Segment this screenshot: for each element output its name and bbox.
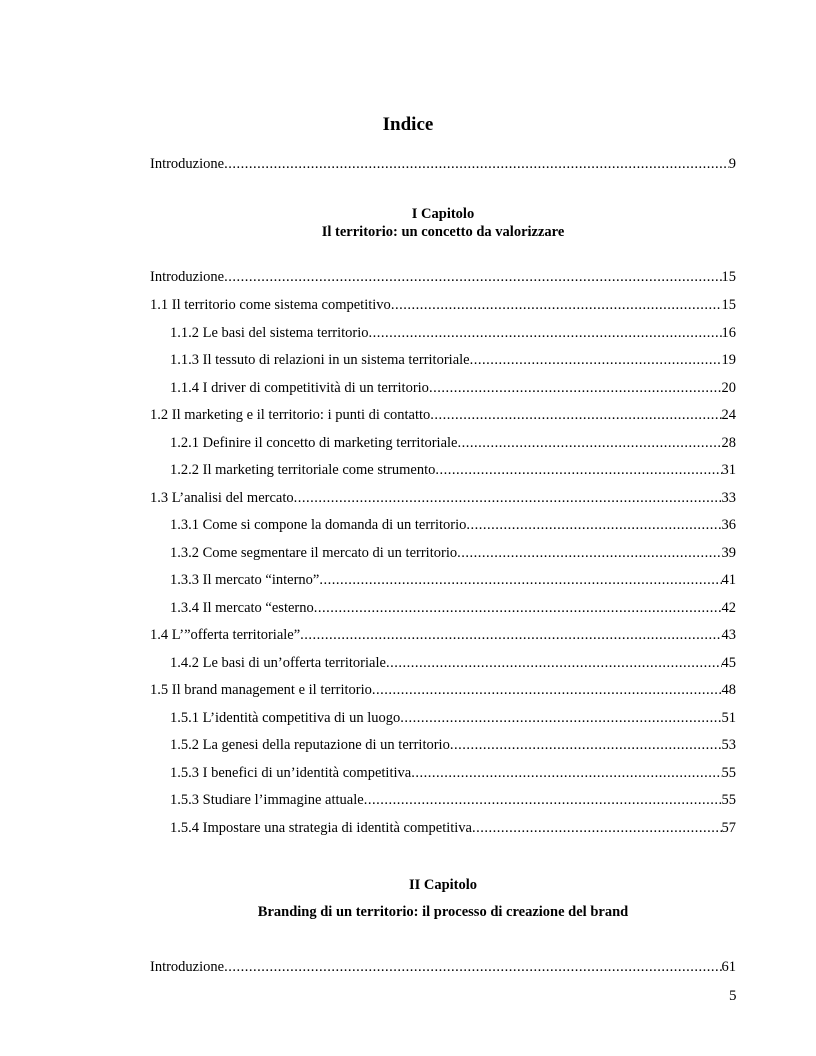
toc-entry[interactable] [170, 737, 736, 757]
toc-entry[interactable] [150, 490, 736, 510]
index-title: Indice [382, 114, 434, 135]
toc-entry-label: 1.1.4 I driver di competitività di un territorio [170, 380, 429, 396]
toc-entry-label: 1.3.1 Come si compone la domanda di un territorio [170, 517, 467, 533]
toc-entry-label: 1.2 Il marketing e il territorio: i punti di contatto [150, 407, 431, 423]
toc-entry-page: 28 [721, 435, 736, 451]
toc-entry[interactable] [170, 380, 736, 400]
toc-entry-page: 61 [721, 959, 736, 975]
toc-entry[interactable] [150, 959, 736, 979]
toc-entry-label: 1.3 L’analisi del mercato [150, 490, 294, 506]
toc-leader-dots [391, 297, 722, 314]
toc-entry-page: 24 [721, 407, 736, 423]
toc-entry[interactable] [170, 600, 736, 620]
toc-leader-dots [300, 627, 721, 644]
toc-entry-label: 1.3.2 Come segmentare il mercato di un territorio [170, 545, 458, 561]
toc-entry-page: 9 [728, 156, 736, 172]
toc-entry[interactable] [170, 765, 736, 785]
toc-entry[interactable] [170, 572, 736, 592]
toc-entry-label: 1.4.2 Le basi di un’offerta territoriale [170, 655, 386, 671]
toc-entry[interactable] [150, 156, 736, 176]
toc-entry-label: Introduzione [150, 269, 225, 285]
toc-entry[interactable] [150, 627, 736, 647]
toc-entry-page: 45 [721, 655, 736, 671]
toc-entry-page: 15 [721, 297, 736, 313]
toc-entry-page: 57 [721, 820, 736, 836]
toc-entry-label: 1.3.3 Il mercato “interno” [170, 572, 320, 588]
toc-entry-page: 43 [721, 627, 736, 643]
toc-leader-dots [411, 765, 721, 782]
toc-entry-page: 16 [721, 325, 736, 341]
toc-leader-dots [470, 352, 722, 369]
toc-entry-page: 31 [721, 462, 736, 478]
toc-entry-label: 1.5.3 I benefici di un’identità competitiva [170, 765, 412, 781]
toc-leader-dots [224, 156, 729, 173]
toc-leader-dots [364, 792, 722, 809]
toc-entry[interactable] [150, 407, 736, 427]
toc-entry-page: 55 [721, 792, 736, 808]
toc-leader-dots [472, 820, 722, 837]
toc-entry-label: 1.4 L’”offerta territoriale” [150, 627, 301, 643]
toc-leader-dots [372, 682, 722, 699]
toc-entry-page: 20 [721, 380, 736, 396]
toc-entry-label: 1.5.3 Studiare l’immagine attuale [170, 792, 364, 808]
toc-leader-dots [429, 380, 722, 397]
toc-leader-dots [457, 545, 721, 562]
toc-entry-label: 1.5.1 L’identità competitiva di un luogo [170, 710, 401, 726]
toc-entry-page: 51 [721, 710, 736, 726]
toc-leader-dots [450, 737, 722, 754]
toc-entry-label: 1.5 Il brand management e il territorio [150, 682, 372, 698]
toc-leader-dots [319, 572, 721, 589]
toc-leader-dots [224, 269, 721, 286]
toc-entry[interactable] [150, 269, 736, 289]
toc-entry-label: 1.5.2 La genesi della reputazione di un territorio [170, 737, 450, 753]
chapter1-heading: I Capitolo [411, 206, 475, 222]
toc-entry[interactable] [170, 545, 736, 565]
toc-entry-label: 1.1 Il territorio come sistema competitivo [150, 297, 391, 313]
toc-entry[interactable] [150, 297, 736, 317]
toc-entry-label: 1.1.3 Il tessuto di relazioni in un sistema territoriale [170, 352, 470, 368]
toc-entry-page: 33 [721, 490, 736, 506]
toc-entry[interactable] [170, 462, 736, 482]
toc-leader-dots [400, 710, 721, 727]
toc-leader-dots [369, 325, 722, 342]
toc-entry[interactable] [170, 435, 736, 455]
toc-leader-dots [224, 959, 721, 976]
chapter2-subtitle: Branding di un territorio: il processo di creazione del brand [257, 904, 629, 920]
toc-entry[interactable] [170, 325, 736, 345]
toc-entry-label: Introduzione [150, 959, 225, 975]
toc-entry[interactable] [170, 820, 736, 840]
chapter2-heading: II Capitolo [408, 877, 478, 893]
toc-leader-dots [314, 600, 722, 617]
toc-entry-label: 1.2.2 Il marketing territoriale come strumento [170, 462, 436, 478]
page-number: 5 [729, 988, 737, 1004]
toc-leader-dots [457, 435, 721, 452]
toc-entry-page: 36 [721, 517, 736, 533]
toc-entry[interactable] [150, 682, 736, 702]
toc-entry[interactable] [170, 792, 736, 812]
toc-entry-page: 55 [721, 765, 736, 781]
toc-leader-dots [466, 517, 721, 534]
toc-entry-page: 53 [721, 737, 736, 753]
toc-entry-page: 48 [721, 682, 736, 698]
toc-entry[interactable] [170, 517, 736, 537]
toc-entry-page: 39 [721, 545, 736, 561]
toc-entry-label: 1.3.4 Il mercato “esterno [170, 600, 314, 616]
toc-entry[interactable] [170, 352, 736, 372]
toc-entry-page: 15 [721, 269, 736, 285]
toc-entry-page: 19 [721, 352, 736, 368]
toc-entry[interactable] [170, 655, 736, 675]
toc-entry-label: 1.1.2 Le basi del sistema territorio [170, 325, 369, 341]
toc-entry-label: 1.2.1 Definire il concetto di marketing territoriale [170, 435, 458, 451]
toc-leader-dots [386, 655, 722, 672]
toc-leader-dots [435, 462, 721, 479]
toc-entry-label: 1.5.4 Impostare una strategia di identità competitiva [170, 820, 472, 836]
toc-entry-page: 41 [721, 572, 736, 588]
toc-leader-dots [430, 407, 721, 424]
toc-entry[interactable] [170, 710, 736, 730]
toc-leader-dots [294, 490, 722, 507]
chapter1-subtitle: Il territorio: un concetto da valorizzare [321, 224, 565, 240]
toc-entry-page: 42 [721, 600, 736, 616]
toc-entry-label: Introduzione [150, 156, 225, 172]
